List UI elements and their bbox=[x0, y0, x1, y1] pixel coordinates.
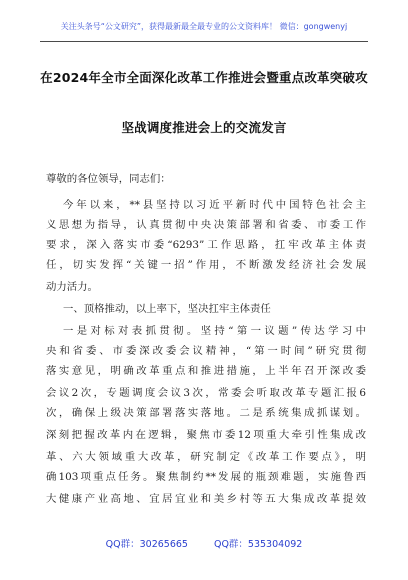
body-line: 义思想为指导，认真贯彻中央决策部署和省委、市委工作 bbox=[46, 219, 366, 231]
footer bbox=[0, 536, 408, 550]
header-divider bbox=[40, 41, 368, 42]
body-line: 大健康产业高地、宜居宜业和美乡村等五大集成改革提效 bbox=[46, 493, 366, 505]
body-line: 尊敬的各位领导，同志们： bbox=[46, 173, 171, 185]
document-title-line-2: 坚战调度推进会上的交流发言 bbox=[121, 120, 287, 135]
header-banner: 关注头条号“公文研究”，获得最新最全最专业的公文资料库！ 微信：gongwenyj bbox=[60, 22, 348, 31]
body-line: 动力活力。 bbox=[46, 281, 98, 293]
body-line: 革、六大领域重大改革，研究制定《改革工作要点》，明 bbox=[46, 451, 366, 463]
body-line: 落实意见，明确改革重点和推进措施，上半年召开深改委 bbox=[46, 365, 366, 377]
body-line: 确103项重点任务。聚焦制约**发展的瓶颈难题，实施鲁西 bbox=[46, 471, 366, 483]
body-line: 会议2次，专题调度会议3次，常委会听取改革专题汇报6 bbox=[46, 387, 366, 399]
body-line: 一是对标对表抓贯彻。坚持“第一议题”传达学习中 bbox=[63, 325, 366, 337]
footer-qq-group-2: QQ群：535304092 bbox=[213, 539, 303, 550]
body-line: 任，切实发挥“关键一招”作用，不断激发经济社会发展 bbox=[46, 259, 366, 271]
body-line: 一、顶格推动，以上率下，坚决扛牢主体责任 bbox=[63, 303, 271, 315]
body-line: 深刻把握改革内在逻辑，聚焦市委12项重大牵引性集成改 bbox=[46, 429, 366, 441]
body-line: 央和省委、市委深改委会议精神，“第一时间”研究贯彻 bbox=[46, 345, 366, 357]
body-line: 次，确保上级决策部署落实落地。二是系统集成抓谋划。 bbox=[46, 407, 366, 419]
document-title-line-1: 在2024年全市全面深化改革工作推进会暨重点改革突破攻 bbox=[40, 70, 368, 85]
body-line: 要求，深入落实市委“6293”工作思路，扛牢改革主体责 bbox=[46, 239, 366, 251]
body-line: 今年以来，**县坚持以习近平新时代中国特色社会主 bbox=[63, 199, 366, 211]
footer-qq-group-1: QQ群：30265665 bbox=[105, 539, 188, 550]
